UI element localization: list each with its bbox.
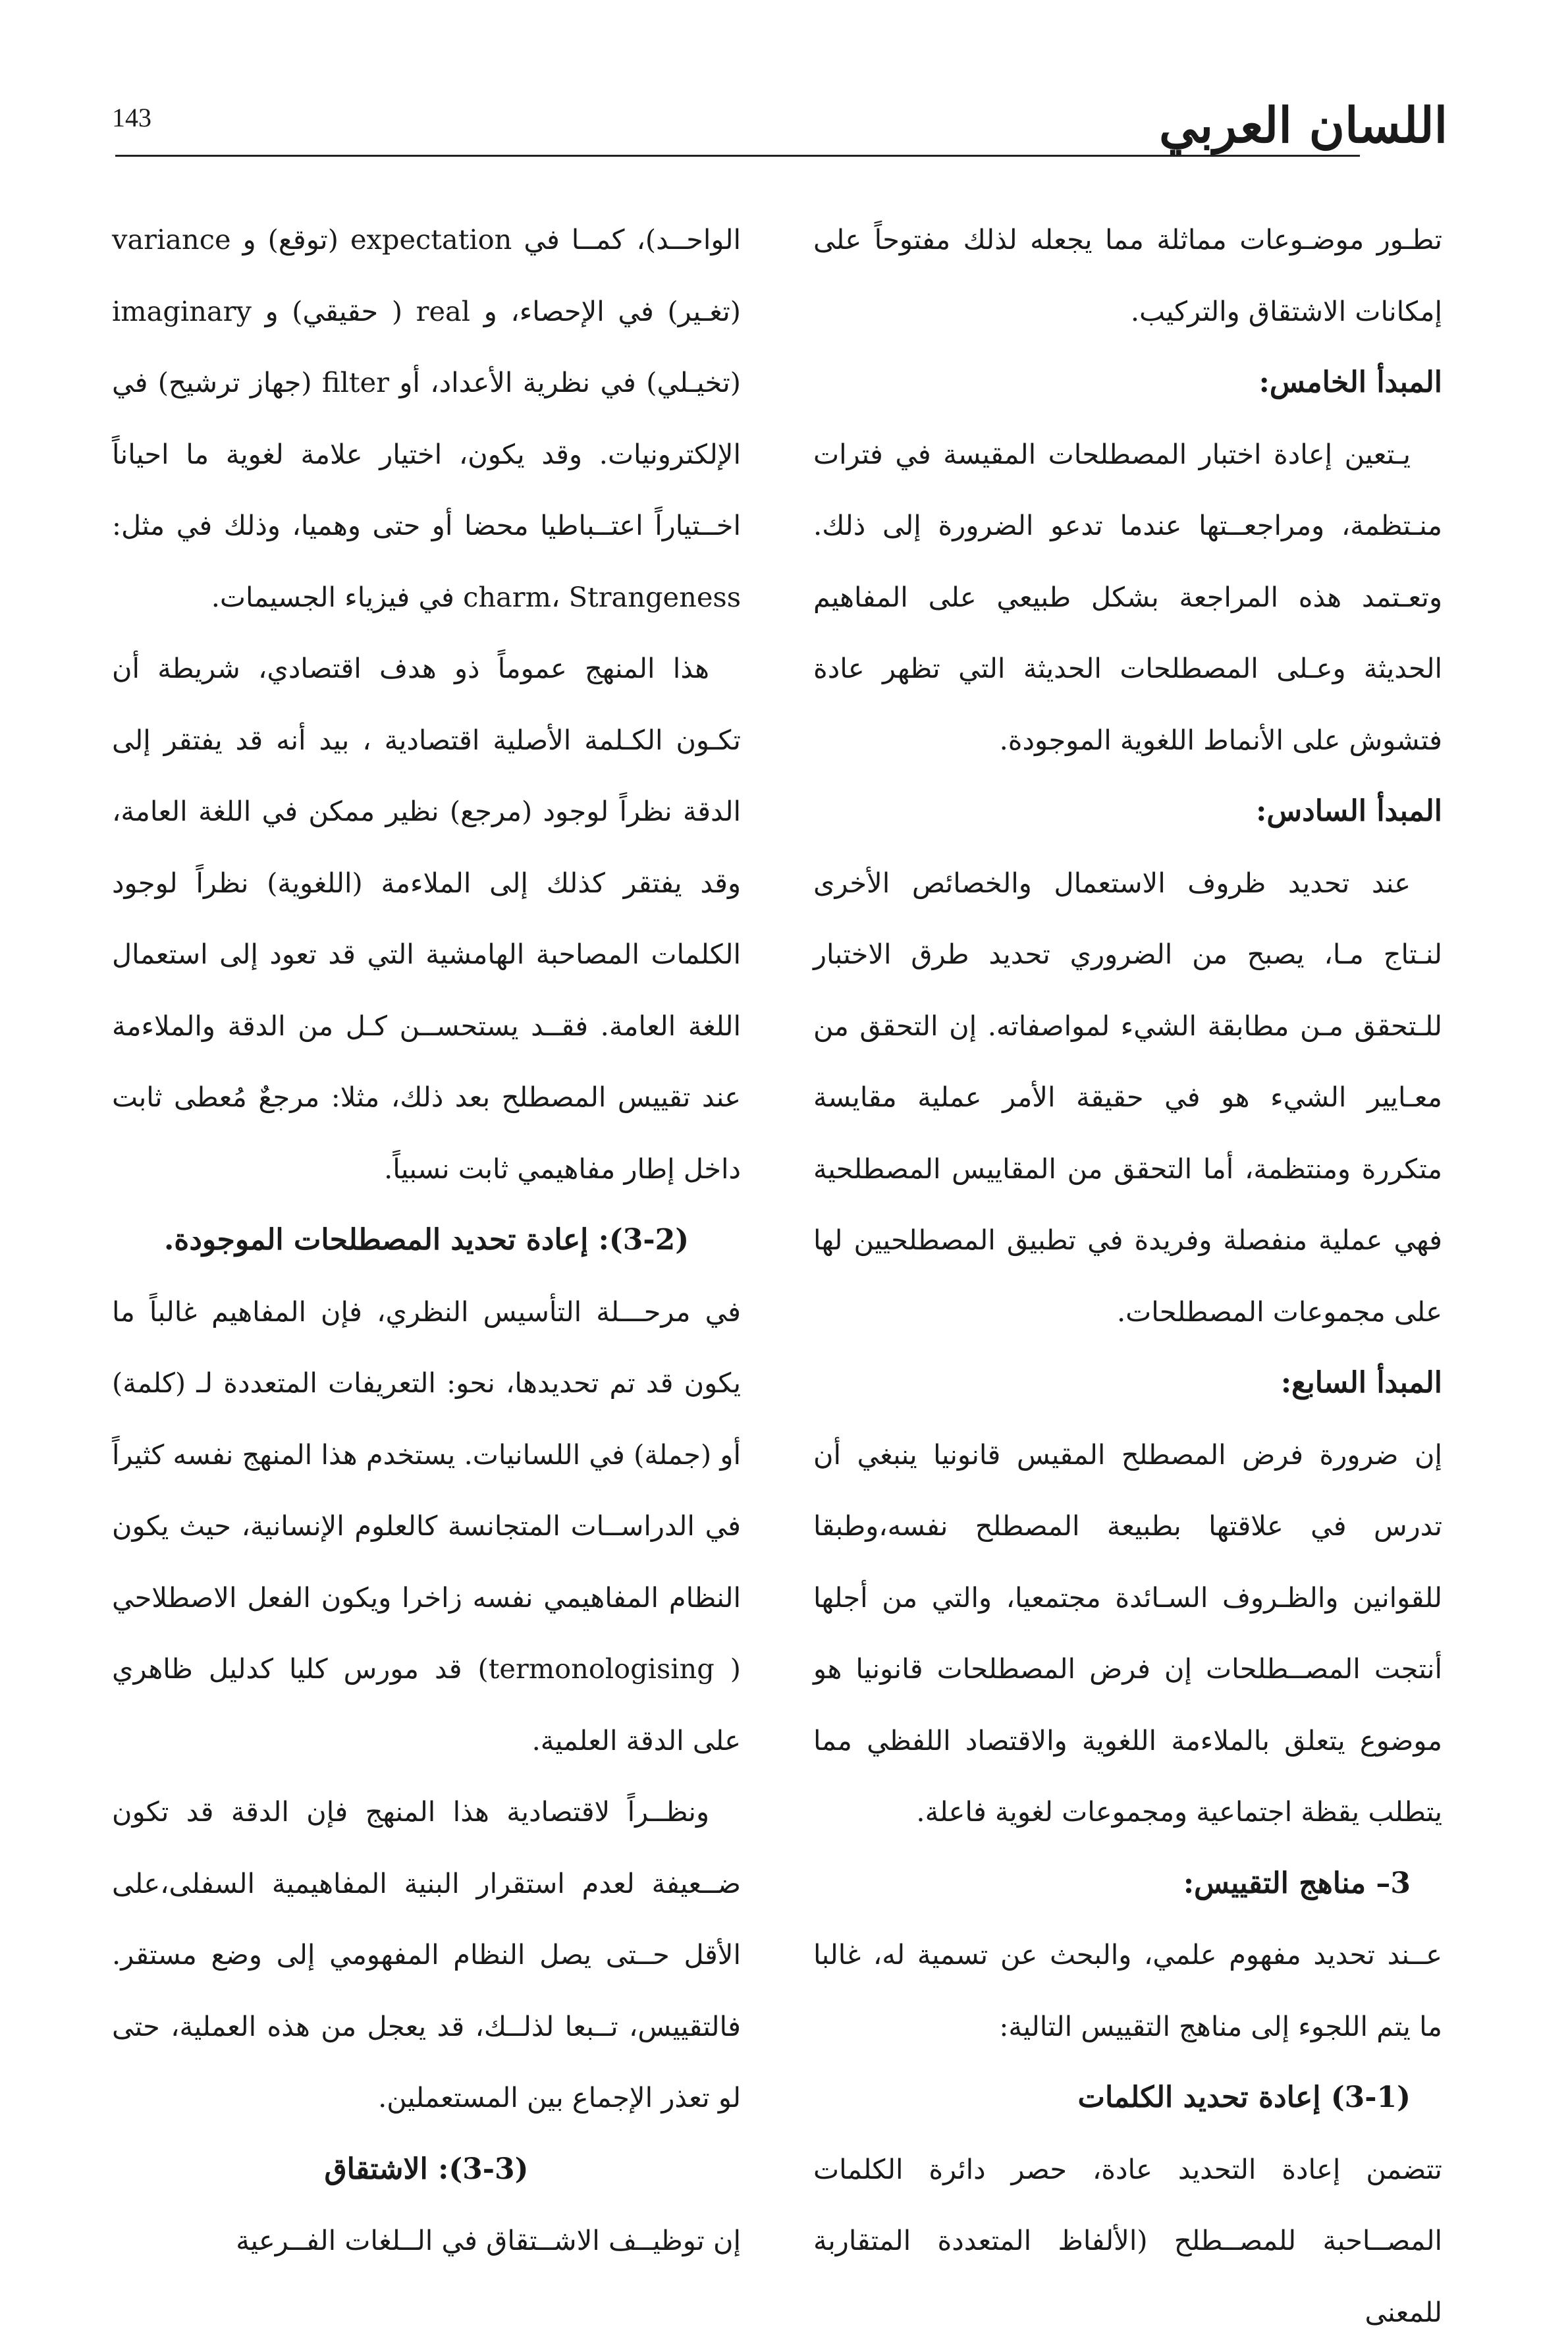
- paragraph: إن ضرورة فرض المصطلح المقيس قانونيا ينبغي أن تدرس في علاقتها بطبيعة المصطلح نفسه،وطبقا للقوانين والظـروف السـائدة مجتمعيا، والتي من أجلها أنتجت المصــطلحات إن فرض المصطلحات قانونيا هو موضوع يتعلق بالملاءمة اللغوية والاقتصاد اللفظي مما يتطلب يقظة اجتماعية ومجموعات لغوية فاعلة.: [813, 1419, 1442, 1848]
- heading-section-3: 3– مناهج التقييس:: [813, 1848, 1442, 1920]
- left-column: [112, 204, 741, 2277]
- english-term: termonologising: [489, 1652, 715, 1685]
- text-run: ) قد مورس كليا كدليل ظاهري على الدقة العلمية.: [112, 1652, 741, 1757]
- paragraph: إن توظيــف الاشــتقاق في الــلغات الفــرعية: [112, 2205, 741, 2277]
- english-term: real: [416, 295, 470, 327]
- english-term: imaginary: [112, 295, 252, 327]
- text-run: (توقع) و: [231, 223, 350, 256]
- heading-section-3-2: (3-2): إعادة تحديد المصطلحات الموجودة.: [112, 1205, 741, 1276]
- english-term: charm: [463, 581, 551, 613]
- paragraph: [112, 204, 741, 633]
- paragraph: ونظــراً لاقتصادية هذا المنهج فإن الدقة قد تكون ضــعيفة لعدم استقرار البنية المفاهيمية السفلى،على الأقل حــتى يصل النظام المفهومي إلى وضع مستقر. فالتقييس، تــبعا لذلــك، قد يعجل من هذه العملية، حتى لو تعذر الإجماع بين المستعملين.: [112, 1776, 741, 2134]
- heading-principle-7: المبدأ السابع:: [813, 1348, 1442, 1419]
- heading-section-3-3: (3-3): الاشتقاق: [112, 2134, 741, 2206]
- right-column: [813, 204, 1442, 2348]
- heading-principle-5: المبدأ الخامس:: [813, 347, 1442, 419]
- heading-principle-6: المبدأ السادس:: [813, 776, 1442, 848]
- text-run: ( حقيقي) و: [252, 295, 416, 327]
- paragraph: [112, 1276, 741, 1777]
- heading-section-3-1: (3-1) إعادة تحديد الكلمات: [813, 2062, 1442, 2134]
- paragraph: يـتعين إعادة اختبار المصطلحات المقيسة في فترات منـتظمة، ومراجعــتها عندما تدعو الضرورة إلى ذلك. وتعـتمد هذه المراجعة بشكل طبيعي على المفاهيم الحديثة وعـلى المصطلحات الحديثة التي تظهر عادة فتشوش على الأنماط اللغوية الموجودة.: [813, 419, 1442, 777]
- header-rule: [115, 155, 1360, 157]
- text-run: ،: [551, 581, 569, 613]
- journal-title: اللسان العربي: [1159, 97, 1447, 154]
- text-run: (تغـير) في الإحصاء، و: [470, 295, 741, 327]
- text-run: في فيزياء الجسيمات.: [211, 581, 463, 613]
- paragraph: تطـور موضـوعات مماثلة مما يجعله لذلك مفتوحاً على إمكانات الاشتقاق والتركيب.: [813, 204, 1442, 347]
- paragraph: عند تحديد ظروف الاستعمال والخصائص الأخرى لنـتاج مـا، يصبح من الضروري تحديد طرق الاختبار للـتحقق مـن مطابقة الشيء لمواصفاته. إن التحقق من معـايير الشيء هو في حقيقة الأمر عملية مقايسة متكررة ومنتظمة، أما التحقق من المقاييس المصطلحية فهي عملية منفصلة وفريدة في تطبيق المصطلحيين لها على مجموعات المصطلحات.: [813, 848, 1442, 1348]
- english-term: Strangeness: [569, 581, 741, 613]
- text-run: (جهاز ترشيح) في الإلكترونيات. وقد يكون، اختيار علامة لغوية ما احياناً اخــتياراً اعتــباطيا محضا أو حتى وهميا، وذلك في مثل:: [112, 366, 741, 541]
- paragraph: تتضمن إعادة التحديد عادة، حصر دائرة الكلمات المصــاحبة للمصــطلح (الألفاظ المتعددة المتقاربة للمعنى: [813, 2134, 1442, 2348]
- text-run: (تخيـلي) في نظرية الأعداد، أو: [389, 366, 741, 398]
- english-term: filter: [322, 366, 389, 398]
- text-run: في مرحـــلة التأسيس النظري، فإن المفاهيم غالباً ما يكون قد تم تحديدها، نحو: التعريفات المتعددة لـ (كلمة) أو (جملة) في اللسانيات. يستخدم هذا المنهج نفسه كثيراً في الدراســات المتجانسة كالعلوم الإنسانية، حيث يكون النظام المفاهيمي نفسه زاخرا ويكون الفعل الاصطلاحي (: [112, 1296, 741, 1685]
- english-term: variance: [112, 223, 231, 256]
- text-run: الواحــد)، كمــا في: [512, 223, 741, 256]
- page-number: 143: [112, 102, 151, 133]
- paragraph: هذا المنهج عموماً ذو هدف اقتصادي، شريطة أن تكـون الكـلمة الأصلية اقتصادية ، بيد أنه قد يفتقر إلى الدقة نظراً لوجود (مرجع) نظير ممكن في اللغة العامة، وقد يفتقر كذلك إلى الملاءمة (اللغوية) نظراً لوجود الكلمات المصاحبة الهامشية التي قد تعود إلى استعمال اللغة العامة. فقــد يستحســن كـل من الدقة والملاءمة عند تقييس المصطلح بعد ذلك، مثلا: مرجعٌ مُعطى ثابت داخل إطار مفاهيمي ثابت نسبياً.: [112, 633, 741, 1205]
- english-term: expectation: [350, 223, 512, 256]
- paragraph: عــند تحديد مفهوم علمي، والبحث عن تسمية له، غالبا ما يتم اللجوء إلى مناهج التقييس التالية:: [813, 1919, 1442, 2062]
